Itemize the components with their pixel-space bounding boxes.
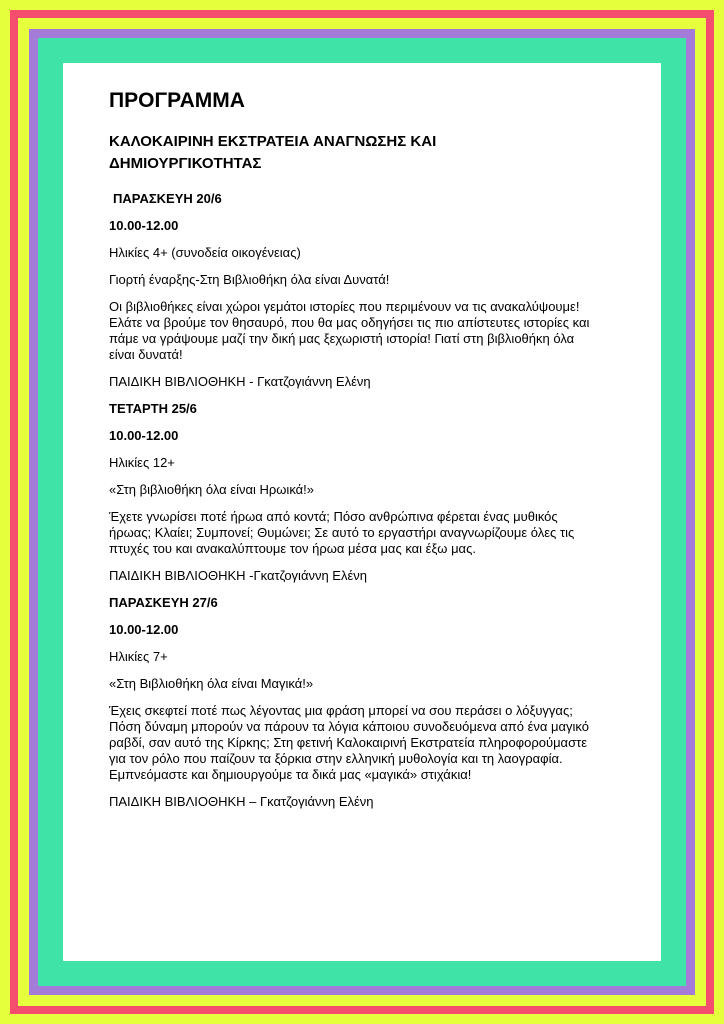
event-name: Γιορτή έναρξης-Στη Βιβλιοθήκη όλα είναι Δυνατά! — [109, 272, 390, 287]
event-day: ΤΕΤΑΡΤΗ 25/6 — [109, 401, 197, 416]
event-venue: ΠΑΙΔΙΚΗ ΒΙΒΛΙΟΘΗΚΗ – Γκατζογιάννη Ελένη — [109, 794, 374, 809]
event-ages: Ηλικίες 4+ (συνοδεία οικογένειας) — [109, 245, 301, 260]
event-name: «Στη βιβλιοθήκη όλα είναι Ηρωικά!» — [109, 482, 315, 497]
event-3 — [109, 595, 615, 810]
event-time: 10.00-12.00 — [109, 428, 179, 443]
event-description: Οι βιβλιοθήκες είναι χώροι γεμάτοι ιστορίες που περιμένουν να τις ανακαλύψουμε! Ελάτε να βρούμε τον θησαυρό, που θα μας οδηγήσει τις πιο απίστευτες ιστορίες και πάμε να γράψουμε μαζί την δική μας ξεχωριστή ιστορία! Γιατί στη βιβλιοθήκη όλα είναι δυνατά! — [109, 299, 590, 362]
event-venue: ΠΑΙΔΙΚΗ ΒΙΒΛΙΟΘΗΚΗ - Γκατζογιάννη Ελένη — [109, 374, 371, 389]
event-2 — [109, 401, 615, 584]
event-ages: Ηλικίες 7+ — [109, 649, 168, 664]
event-day: ΠΑΡΑΣΚΕΥΗ 20/6 — [113, 191, 222, 206]
campaign-subtitle: ΚΑΛΟΚΑΙΡΙΝΗ ΕΚΣΤΡΑΤΕΙΑ ΑΝΑΓΝΩΣΗΣ ΚΑΙ ΔΗΜΙΟΥΡΓΙΚΟΤΗΤΑΣ — [109, 133, 437, 172]
page-title: ΠΡΟΓΡΑΜΜΑ — [109, 89, 245, 112]
event-1 — [109, 191, 615, 390]
event-day: ΠΑΡΑΣΚΕΥΗ 27/6 — [109, 595, 218, 610]
document-page — [63, 63, 661, 961]
event-time: 10.00-12.00 — [109, 622, 179, 637]
event-ages: Ηλικίες 12+ — [109, 455, 175, 470]
event-name: «Στη Βιβλιοθήκη όλα είναι Μαγικά!» — [109, 676, 314, 691]
event-description: Έχετε γνωρίσει ποτέ ήρωα από κοντά; Πόσο ανθρώπινα φέρεται ένας μυθικός ήρωας; Κλαίει; Συμπονεί; Θυμώνει; Σε αυτό το εργαστήρι αναγνωρίζουμε όλες τις πτυχές του και ανακαλύπτουμε τον ήρωα μέσα μας και έξω μας. — [109, 509, 575, 556]
event-venue: ΠΑΙΔΙΚΗ ΒΙΒΛΙΟΘΗΚΗ -Γκατζογιάννη Ελένη — [109, 568, 368, 583]
event-description: Έχεις σκεφτεί ποτέ πως λέγοντας μια φράση μπορεί να σου περάσει ο λόξυγγας; Πόση δύναμη μπορούν να πάρουν τα λόγια κάποιου συνοδευόμενα από ένα μαγικό ραβδί, σαν αυτό της Κίρκης; Στη φετινή Καλοκαιρινή Εκστρατεία πληροφορούμαστε για τον ρόλο που παίζουν τα ξόρκια στην ελληνική μυθολογία και τη λαογραφία. Εμπνεόμαστε και δημιουργούμε τα δικά μας «μαγικά» στιχάκια! — [109, 703, 590, 782]
event-time: 10.00-12.00 — [109, 218, 179, 233]
